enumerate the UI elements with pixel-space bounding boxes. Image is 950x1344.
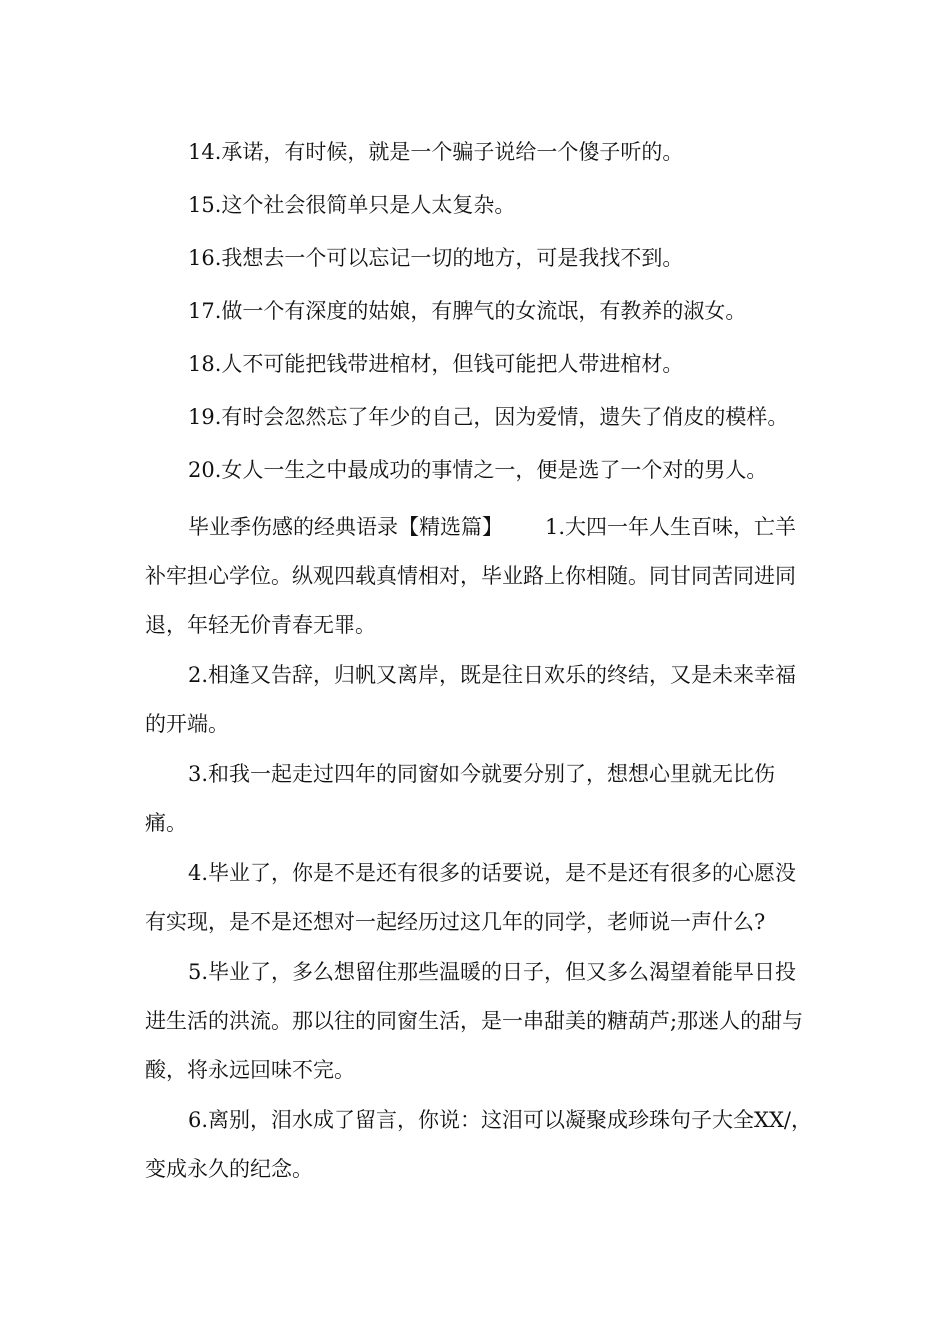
graduation-item-5: 5.毕业了，多么想留住那些温暖的日子，但又多么渴望着能早日投进生活的洪流。那以往的同窗生活，是一串甜美的糖葫芦;那迷人的甜与酸，将永远回味不完。 <box>145 960 804 1082</box>
section-intro-paragraph <box>145 503 815 650</box>
graduation-item-6: 6.离别，泪水成了留言，你说：这泪可以凝聚成珍珠句子大全XX/，变成永久的纪念。 <box>145 1108 813 1181</box>
graduation-item-3: 3.和我一起走过四年的同窗如今就要分别了，想想心里就无比伤痛。 <box>145 762 776 835</box>
quote-item-18: 18.人不可能把钱带进棺材，但钱可能把人带进棺材。 <box>188 352 684 376</box>
quote-item-19: 19.有时会忽然忘了年少的自己，因为爱情，遗失了俏皮的模样。 <box>188 405 789 429</box>
quote-item-17: 17.做一个有深度的姑娘，有脾气的女流氓，有教养的淑女。 <box>188 299 747 323</box>
section-heading: 毕业季伤感的经典语录【精选篇】 <box>188 515 503 539</box>
quote-item-20: 20.女人一生之中最成功的事情之一，便是选了一个对的男人。 <box>188 458 768 482</box>
graduation-item-2: 2.相逢又告辞，归帆又离岸，既是往日欢乐的终结，又是未来幸福的开端。 <box>145 663 797 736</box>
quote-item-16: 16.我想去一个可以忘记一切的地方，可是我找不到。 <box>188 246 684 270</box>
quote-item-15: 15.这个社会很简单只是人太复杂。 <box>188 193 516 217</box>
graduation-item-1: 1.大四一年人生百味，亡羊补牢担心学位。纵观四载真情相对，毕业路上你相随。同甘同苦同进同退，年轻无价青春无罪。 <box>145 515 797 637</box>
quote-item-14: 14.承诺，有时候，就是一个骗子说给一个傻子听的。 <box>188 140 684 164</box>
graduation-item-4: 4.毕业了，你是不是还有很多的话要说，是不是还有很多的心愿没有实现，是不是还想对一起经历过这几年的同学，老师说一声什么? <box>145 861 797 934</box>
document-body <box>145 132 815 1195</box>
